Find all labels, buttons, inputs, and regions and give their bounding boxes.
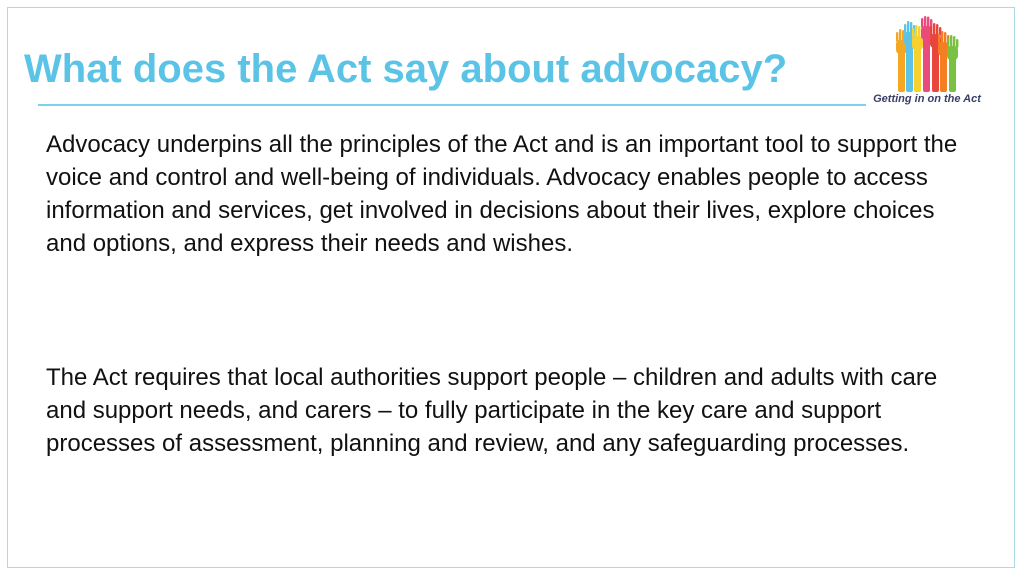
body-paragraph-requirements: The Act requires that local authorities support people – children and adults with care and support needs, and carers – to fully participate in the key care and support processes of assessment, planning and review, and any safeguarding processes.	[46, 364, 938, 457]
body-paragraph-advocacy: Advocacy underpins all the principles of the Act and is an important tool to support the voice and control and well-being of individuals. Advocacy enables people to access information and services, get involved in decisions about their lives, explore choices and options, and express their needs and wishes.	[46, 131, 958, 257]
title-divider	[38, 104, 866, 106]
raised-hands-icon	[894, 16, 960, 92]
page-title: What does the Act say about advocacy?	[24, 47, 788, 91]
hand-red	[930, 23, 941, 92]
logo	[868, 14, 986, 110]
hand-green	[947, 35, 958, 92]
logo-caption: Getting in on the Act	[873, 93, 981, 105]
